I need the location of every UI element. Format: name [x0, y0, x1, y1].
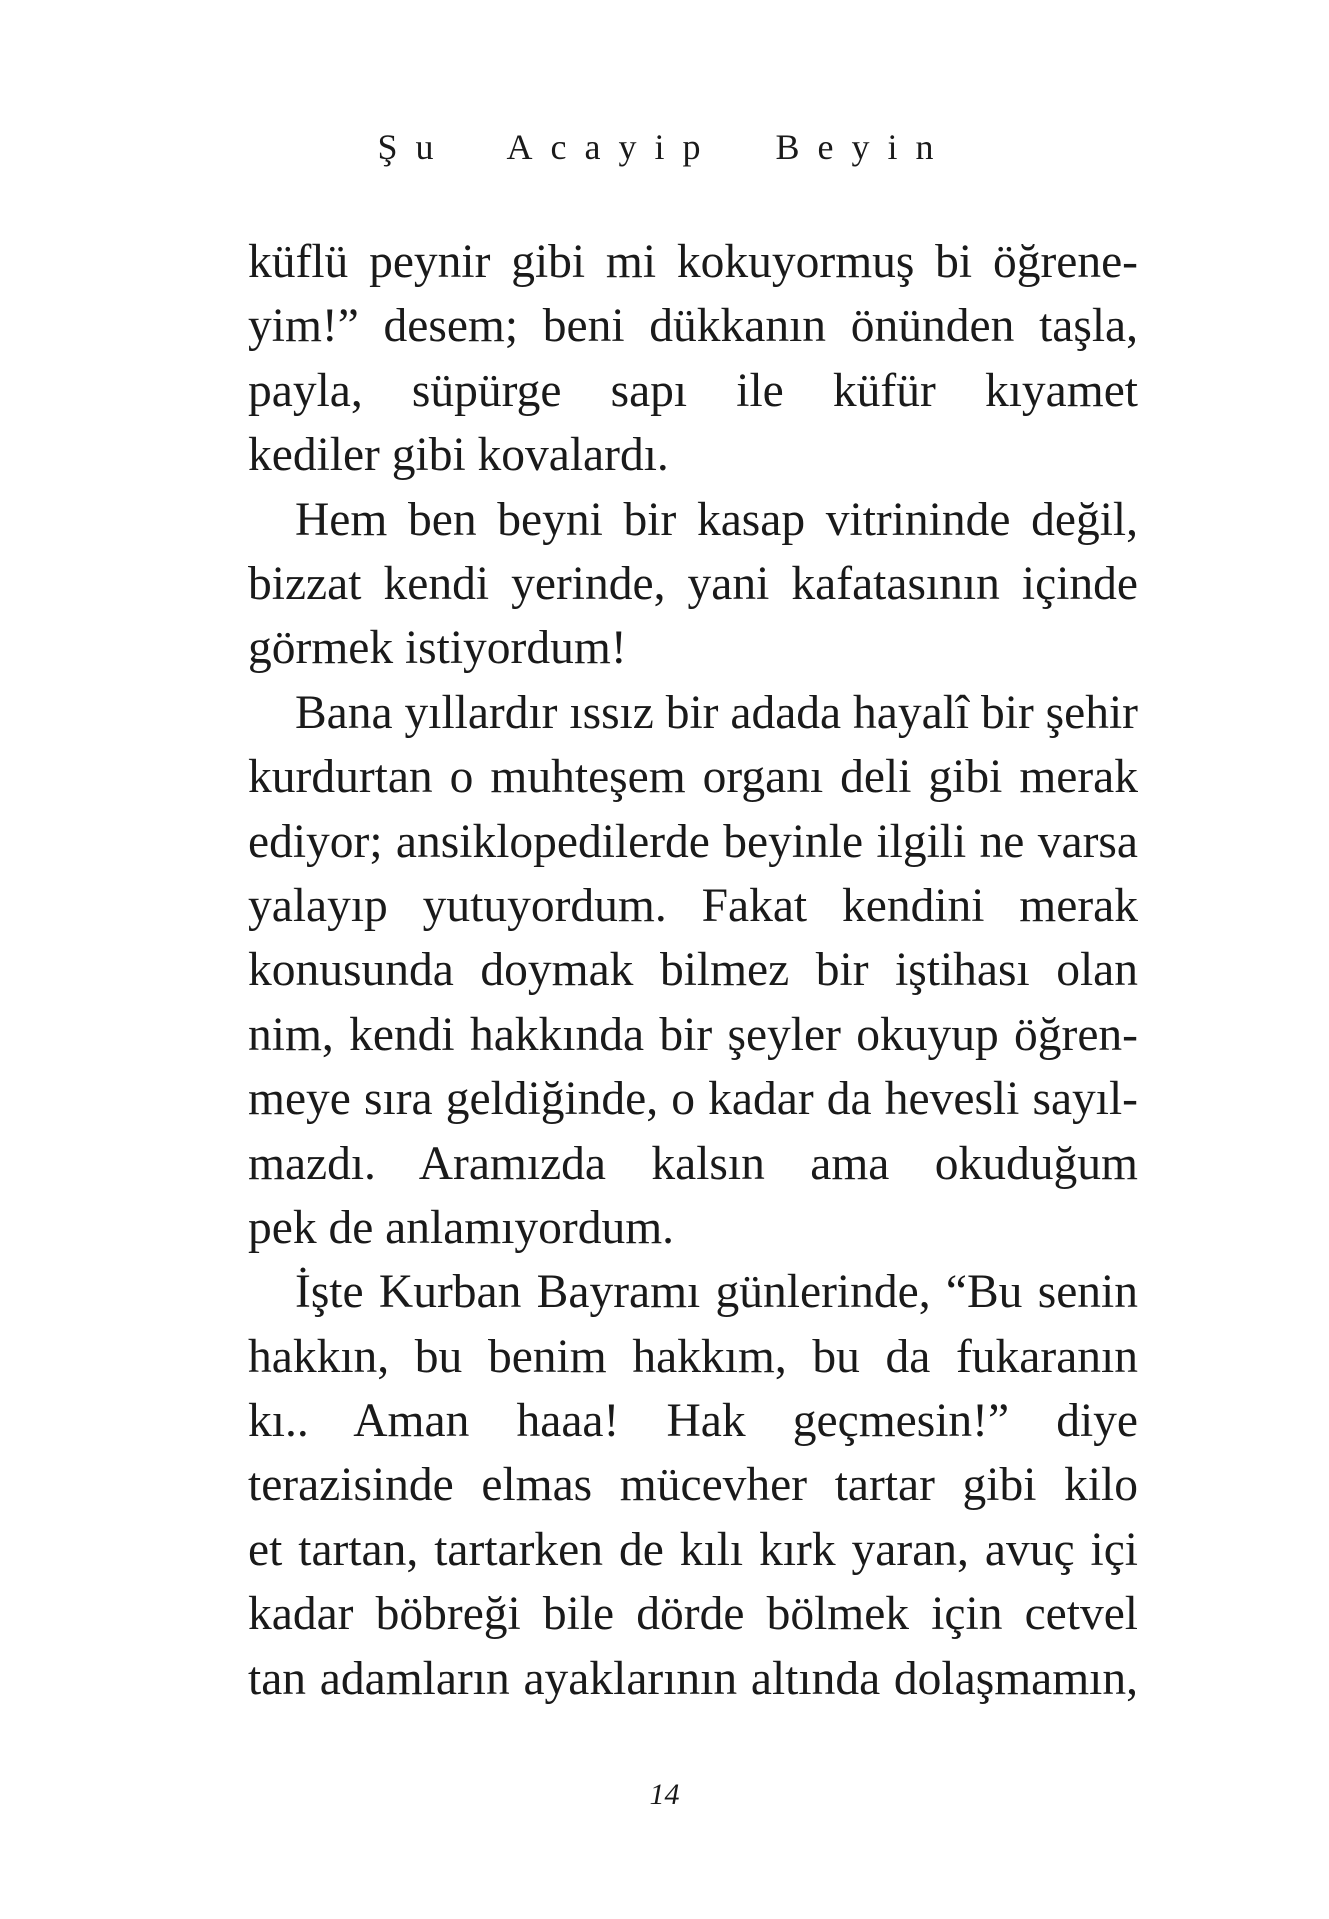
text-line: kadar böbreği bile dörde bölmek için cetvel	[248, 1588, 1138, 1641]
text-line: kediler gibi kovalardı.	[248, 429, 669, 482]
text-line: kı.. Aman haaa! Hak geçmesin!” diye	[248, 1395, 1138, 1448]
text-line: payla, süpürge sapı ile küfür kıyamet	[248, 364, 1138, 417]
body-text	[248, 230, 1138, 1711]
text-line: kurdurtan o muhteşem organı deli gibi merak	[248, 751, 1138, 804]
text-line: ediyor; ansiklopedilerde beyinle ilgili ne varsa	[248, 815, 1138, 868]
text-line: yim!” desem; beni dükkanın önünden taşla,	[248, 300, 1138, 353]
text-line: et tartan, tartarken de kılı kırk yaran, avuç içi	[248, 1523, 1138, 1576]
paragraph-first-line: Hem ben beyni bir kasap vitrininde değil,	[295, 493, 1138, 546]
text-line: küflü peynir gibi mi kokuyormuş bi öğrene-	[248, 236, 1138, 288]
text-line: yalayıp yutuyordum. Fakat kendini merak	[248, 879, 1138, 932]
text-line: nim, kendi hakkında bir şeyler okuyup öğren-	[248, 1008, 1138, 1061]
running-header: Şu Acayip Beyin	[377, 127, 952, 167]
text-line: meye sıra geldiğinde, o kadar da hevesli sayıl-	[248, 1073, 1138, 1126]
text-line: mazdı. Aramızda kalsın ama okuduğum	[248, 1137, 1138, 1190]
text-line: hakkın, bu benim hakkım, bu da fukaranın	[248, 1330, 1138, 1383]
page-number: 14	[649, 1778, 680, 1811]
text-line: tan adamların ayaklarının altında dolaşmamın,	[248, 1652, 1138, 1705]
paragraph-first-line: Bana yıllardır ıssız bir adada hayalî bir şehir	[295, 686, 1138, 739]
paragraph-first-line: İşte Kurban Bayramı günlerinde, “Bu senin	[295, 1266, 1138, 1319]
text-line: konusunda doymak bilmez bir iştihası olan	[248, 944, 1138, 997]
text-line: terazisinde elmas mücevher tartar gibi kilo	[248, 1459, 1138, 1512]
text-line: pek de anlamıyordum.	[248, 1201, 675, 1254]
text-line: bizzat kendi yerinde, yani kafatasının içinde	[248, 557, 1138, 610]
text-line: görmek istiyordum!	[248, 622, 627, 675]
